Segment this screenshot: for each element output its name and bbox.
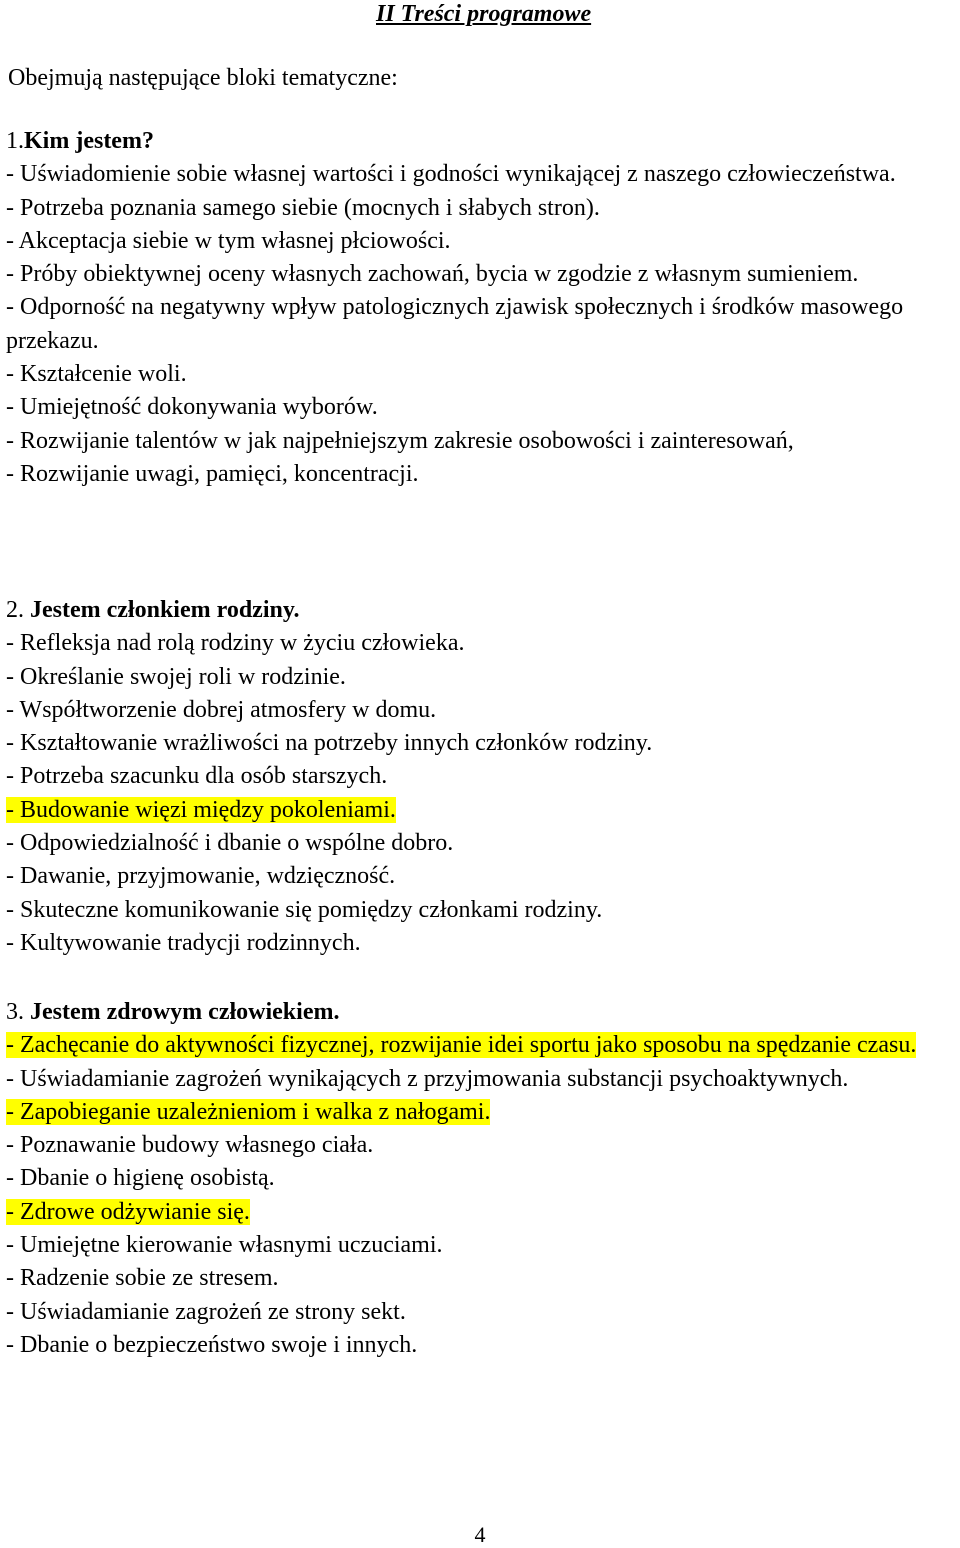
list-item-text: - Umiejętność dokonywania wyborów. (6, 394, 378, 421)
list-item-text: - Odpowiedzialność i dbanie o wspólne dobro. (6, 830, 454, 857)
list-item-text: - Refleksja nad rolą rodziny w życiu człowieka. (6, 630, 465, 657)
list-item-text: - Uświadamianie zagrożeń ze strony sekt. (6, 1298, 406, 1325)
page-number: 4 (474, 1522, 486, 1547)
list-item (6, 1229, 960, 1262)
topic-items (6, 158, 960, 491)
list-item-text: - Budowanie więzi między pokoleniami. (6, 796, 396, 823)
list-item (6, 727, 960, 760)
list-item-text: - Uświadamianie zagrożeń wynikających z przyjmowania substancji psychoaktywnych. (6, 1065, 849, 1092)
list-item (6, 860, 960, 893)
topic-number: 1. (6, 128, 24, 154)
list-item-text: - Rozwijanie uwagi, pamięci, koncentracji. (6, 460, 419, 487)
list-item (6, 1129, 960, 1162)
topic-number: 2. (6, 597, 24, 623)
list-item (6, 192, 960, 225)
list-item (6, 258, 960, 291)
list-item (6, 1262, 960, 1295)
list-item-text: - Zachęcanie do aktywności fizycznej, rozwijanie idei sportu jako sposobu na spędzanie czasu. (6, 1032, 917, 1059)
list-item-text: - Kształcenie woli. (6, 361, 187, 388)
list-item (6, 794, 960, 827)
list-item-text: - Współtworzenie dobrej atmosfery w domu. (6, 696, 437, 723)
list-item (6, 627, 960, 660)
topic-title (6, 996, 960, 1029)
list-item-text: - Umiejętne kierowanie własnymi uczuciami. (6, 1232, 443, 1259)
topic-items (6, 1029, 960, 1362)
topic-title-text: Jestem zdrowym człowiekiem. (30, 999, 340, 1025)
topic-title-text: Kim jestem? (24, 128, 154, 154)
list-item (6, 158, 960, 191)
list-item-text: - Uświadomienie sobie własnej wartości i godności wynikającej z naszego człowieczeństwa. (6, 161, 896, 188)
list-item-text: - Kształtowanie wrażliwości na potrzeby innych członków rodziny. (6, 730, 653, 757)
list-item (6, 1162, 960, 1195)
list-item-text: - Dbanie o bezpieczeństwo swoje i innych. (6, 1331, 418, 1358)
list-item (6, 225, 960, 258)
list-item (6, 1296, 960, 1329)
list-item-text: - Skuteczne komunikowanie się pomiędzy członkami rodziny. (6, 896, 603, 923)
list-item (6, 827, 960, 860)
list-item-text: - Odporność na negatywny wpływ patologicznych zjawisk społecznych i środków masowego przekazu. (6, 294, 904, 354)
list-item (6, 425, 960, 458)
list-item (6, 927, 960, 960)
list-item-text: - Potrzeba szacunku dla osób starszych. (6, 763, 388, 790)
list-item (6, 358, 960, 391)
list-item-text: - Zapobieganie uzależnieniom i walka z nałogami. (6, 1098, 491, 1125)
topic-block-2 (6, 594, 960, 960)
list-item-text: - Dawanie, przyjmowanie, wdzięczność. (6, 863, 396, 890)
list-item (6, 291, 960, 358)
list-item-text: - Rozwijanie talentów w jak najpełniejszym zakresie osobowości i zainteresowań, (6, 427, 794, 454)
section-heading: II Treści programowe (376, 1, 592, 27)
list-item (6, 760, 960, 793)
topic-title-text: Jestem członkiem rodziny. (30, 597, 300, 623)
topic-title (6, 125, 960, 158)
list-item (6, 894, 960, 927)
list-item-text: - Dbanie o higienę osobistą. (6, 1165, 275, 1192)
topic-block-1 (6, 125, 960, 491)
list-item-text: - Radzenie sobie ze stresem. (6, 1265, 279, 1292)
topic-number: 3. (6, 999, 24, 1025)
list-item (6, 661, 960, 694)
list-item (6, 1329, 960, 1362)
list-item (6, 1029, 960, 1062)
list-item-text: - Poznawanie budowy własnego ciała. (6, 1132, 374, 1159)
list-item (6, 458, 960, 491)
topic-block-3 (6, 996, 960, 1362)
list-item-text: - Próby obiektywnej oceny własnych zachowań, bycia w zgodzie z własnym sumieniem. (6, 261, 859, 288)
list-item (6, 391, 960, 424)
list-item-text: - Akceptacja siebie w tym własnej płciowości. (6, 227, 451, 254)
topic-title (6, 594, 960, 627)
list-item (6, 694, 960, 727)
list-item (6, 1196, 960, 1229)
topic-items (6, 627, 960, 960)
list-item-text: - Zdrowe odżywianie się. (6, 1198, 250, 1225)
intro-text: Obejmują następujące bloki tematyczne: (8, 65, 398, 91)
list-item-text: - Potrzeba poznania samego siebie (mocnych i słabych stron). (6, 194, 600, 221)
list-item (6, 1096, 960, 1129)
list-item (6, 1063, 960, 1096)
list-item-text: - Określanie swojej roli w rodzinie. (6, 663, 346, 690)
list-item-text: - Kultywowanie tradycji rodzinnych. (6, 929, 361, 956)
